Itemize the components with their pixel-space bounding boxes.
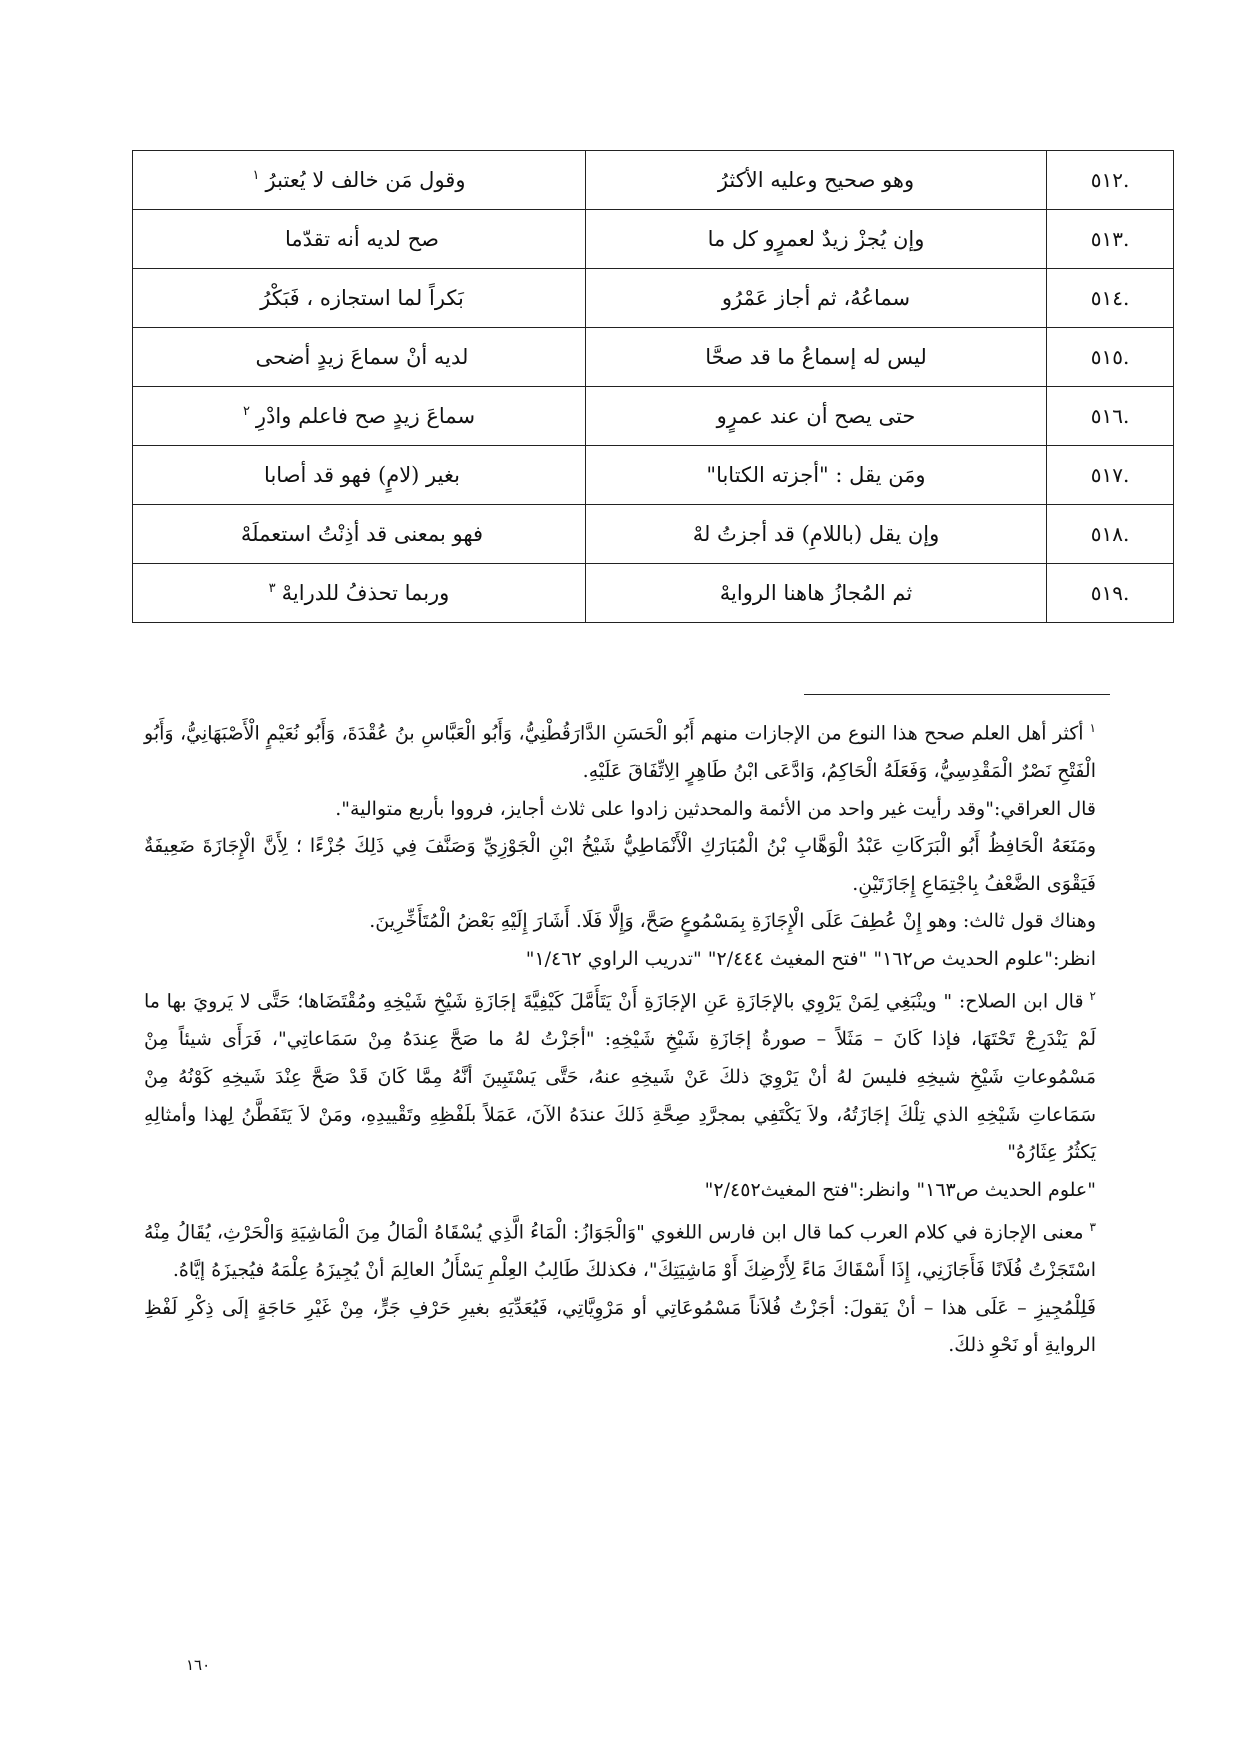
first-hemistich: حتى يصح أن عند عمرٍو (586, 387, 1047, 446)
verse-number: .٥١٧ (1047, 446, 1174, 505)
footnote-2 (144, 978, 1096, 1171)
second-hemistich: لديه أنْ سماعَ زيدٍ أضحى (255, 345, 469, 369)
verse-number: .٥١٢ (1047, 151, 1174, 210)
first-hemistich: ومَن يقل : "أجزته الكتابا" (586, 446, 1047, 505)
footnote-separator (804, 694, 1110, 695)
first-hemistich: وإن يُجزْ زيدٌ لعمرٍو كل ما (586, 210, 1047, 269)
verse-number: .٥١٨ (1047, 505, 1174, 564)
second-hemistich-cell (133, 210, 586, 269)
verse-table-body (133, 151, 1174, 623)
second-hemistich-cell (133, 446, 586, 505)
table-row (133, 269, 1174, 328)
footnote-1-reference: انظر:"علوم الحديث ص١٦٢" "فتح المغيث ٢/٤٤٤" "تدريب الراوي ١/٤٦٢" (525, 947, 1096, 970)
verse-number: .٥١٦ (1047, 387, 1174, 446)
footnote-reference[interactable]: ٣ (268, 581, 276, 596)
footnote-1-mark: ١ (1089, 721, 1096, 735)
second-hemistich: فهو بمعنى قد أذِنْتُ استعملَهْ (240, 522, 484, 546)
footnote-1-text: أكثر أهل العلم صحح هذا النوع من الإجازات منهم أَبُو الْحَسَنِ الدَّارَقُطْنِيُّ، وَأَبُو الْعَبَّاسِ بنُ عُقْدَةَ، وَأَبُو نُعَيْمٍ الْأَصْبَهَانِيُّ، وَأَبُو الْفَتْحِ نَصْرٌ الْمَقْدِسِيُّ، وَفَعَلَهُ الْحَاكِمُ، وَادَّعَى ابْنُ طَاهِرٍ الِاتِّفَاقَ عَلَيْهِ. (144, 722, 1096, 782)
second-hemistich-cell (133, 328, 586, 387)
footnote-2-mark: ٢ (1089, 989, 1096, 1004)
footnote-2-reference: "علوم الحديث ص١٦٣" وانظر:"فتح المغيث٢/٤٥٢" (704, 1178, 1096, 1201)
footnote-3-text: معنى الإجازة في كلام العرب كما قال ابن فارس اللغوي "وَالْجَوَازُ: الْمَاءُ الَّذِي يُسْقَاهُ الْمَالُ مِنَ الْمَاشِيَةِ وَالْحَرْثِ، يُقَالُ مِنْهُ اسْتَجَزْتُ فُلَانًا فَأَجَازَنِي، إِذَا أَسْقَاكَ مَاءً لِأَرْضِكَ أَوْ مَاشِيَتِكَ"، فكذلكَ طَالِبُ العِلْمِ يَسْأَلُ العالِمَ أنْ يُجِيزَهُ عِلْمَهُ فيُجيزَهُ إيَّاهُ. (144, 1221, 1096, 1282)
table-row (133, 446, 1174, 505)
table-row (133, 210, 1174, 269)
first-hemistich: وإن يقل (باللامِ) قد أجزتُ لهْ (586, 505, 1047, 564)
second-hemistich-cell (133, 564, 586, 623)
footnote-1-paragraph: وهناك قول ثالث: وهو إِنْ عُطِفَ عَلَى الْإِجَازَةِ بِمَسْمُوعٍ صَحَّ، وَإِلَّا فَلَا. أَشَارَ إِلَيْهِ بَعْضُ الْمُتَأَخِّرِينَ. (369, 910, 1096, 933)
second-hemistich-cell (133, 387, 586, 446)
first-hemistich: ثم المُجازُ هاهنا الروايهْ (586, 564, 1047, 623)
table-row (133, 505, 1174, 564)
footnote-3-paragraph: فَلِلْمُجِيزِ – عَلَى هذا – أنْ يَقولَ: أجَزْتُ فُلاَناً مَسْمُوعَاتِي أو مَرْوِيَّاتِي، فَيُعَدِّيَهِ بغيرِ حَرْفِ جَرٍّ، مِنْ غَيْرِ حَاجَةٍ إلَى ذِكْرِ لَفْظِ الروايةِ أو نَحْوِ ذلكَ. (144, 1296, 1096, 1357)
footnote-3 (144, 1209, 1096, 1290)
page-number: ١٦٠ (186, 1656, 211, 1674)
second-hemistich: صح لديه أنه تقدّما (284, 227, 439, 251)
second-hemistich: بغير (لامٍ) فهو قد أصابا (264, 463, 460, 487)
table-row (133, 387, 1174, 446)
second-hemistich-cell (133, 151, 586, 210)
footnote-3-mark: ٣ (1089, 1220, 1096, 1235)
table-row (133, 151, 1174, 210)
second-hemistich: سماعَ زيدٍ صح فاعلم وادْرِ (255, 404, 476, 428)
first-hemistich: وهو صحيح وعليه الأكثرُ (586, 151, 1047, 210)
footnote-1-paragraph: قال العراقي:"وقد رأيت غير واحد من الأئمة والمحدثين زادوا على ثلاث أجايز، فرووا بأربع متوالية". (335, 797, 1096, 820)
second-hemistich: وقول مَن خالف لا يُعتبرُ (265, 168, 466, 192)
table-row (133, 328, 1174, 387)
footnote-reference[interactable]: ١ (252, 168, 260, 183)
footnote-2-text: قال ابن الصلاح: " وينْبَغِي لِمَنْ يَرْوِي بالإجَازَةِ عَنِ الإجَازَةِ أَنْ يَتَأَمَّلَ كَيْفِيَّةَ إجَازَةِ شَيْخِ شَيْخِهِ ومُقْتَضَاها؛ حَتَّى لا يَرويَ بها ما لَمْ يَنْدَرِجْ تَحْتَهَا، فإذا كَانَ – مَثَلاً – صورةُ إجَازَةِ شَيْخِ شَيْخِهِ: "أجَزْتُ لهُ ما صَحَّ عِندَهُ مِنْ سَمَاعاتِي"، فَرَأَى شيئاً مِنْ مَسْمُوعاتِ شَيْخِ شيخِهِ فليسَ لهُ أنْ يَرْوِيَ ذلكَ عَنْ شَيخِهِ عنهُ، حَتَّى يَسْتَبِينَ أنَّهُ مِمَّا كَانَ قَدْ صَحَّ عِنْدَ شَيخِهِ كَوْنُهُ مِنْ سَمَاعاتِ شَيْخِهِ الذي تِلْكَ إجَازَتُهُ، ولاَ يَكْتَفِي بمجرَّدِ صِحَّةِ ذَلكَ عندَهُ الآنَ، عَمَلاً بلَفْظِهِ وتَقْييدِهِ، ومَنْ لاَ يَتَفَطَّنُ لِهذا وأمثالِهِ يَكثُرُ عِثَارُهُ" (144, 990, 1096, 1164)
verse-number: .٥١٩ (1047, 564, 1174, 623)
footnotes-section (144, 710, 1096, 1365)
verse-number: .٥١٥ (1047, 328, 1174, 387)
second-hemistich: وربما تحذفُ للدرايهْ (281, 581, 450, 605)
verse-number: .٥١٣ (1047, 210, 1174, 269)
verse-number: .٥١٤ (1047, 269, 1174, 328)
second-hemistich: بَكراً لما استجازه ، فَبَكْرُ (260, 286, 464, 310)
first-hemistich: سماعُهُ، ثم أجاز عَمْرُو (586, 269, 1047, 328)
second-hemistich-cell (133, 269, 586, 328)
table-row (133, 564, 1174, 623)
first-hemistich: ليس له إسماعُ ما قد صحَّا (586, 328, 1047, 387)
second-hemistich-cell (133, 505, 586, 564)
verse-table (132, 150, 1174, 623)
footnote-reference[interactable]: ٢ (242, 404, 250, 419)
footnote-1-paragraph: ومَنَعَهُ الْحَافِظُ أَبُو الْبَرَكَاتِ عَبْدُ الْوَهَّابِ بْنُ الْمُبَارَكِ الْأَنْمَاطِيُّ شَيْخُ ابْنِ الْجَوْزِيِّ وَصَنَّفَ فِي ذَلِكَ جُزْءًا ؛ لِأَنَّ الْإِجَازَةَ ضَعِيفَةٌ فَيَقْوَى الضَّعْفُ بِاجْتِمَاعِ إِجَازَتَيْنِ. (144, 835, 1096, 895)
footnote-1 (144, 710, 1096, 791)
